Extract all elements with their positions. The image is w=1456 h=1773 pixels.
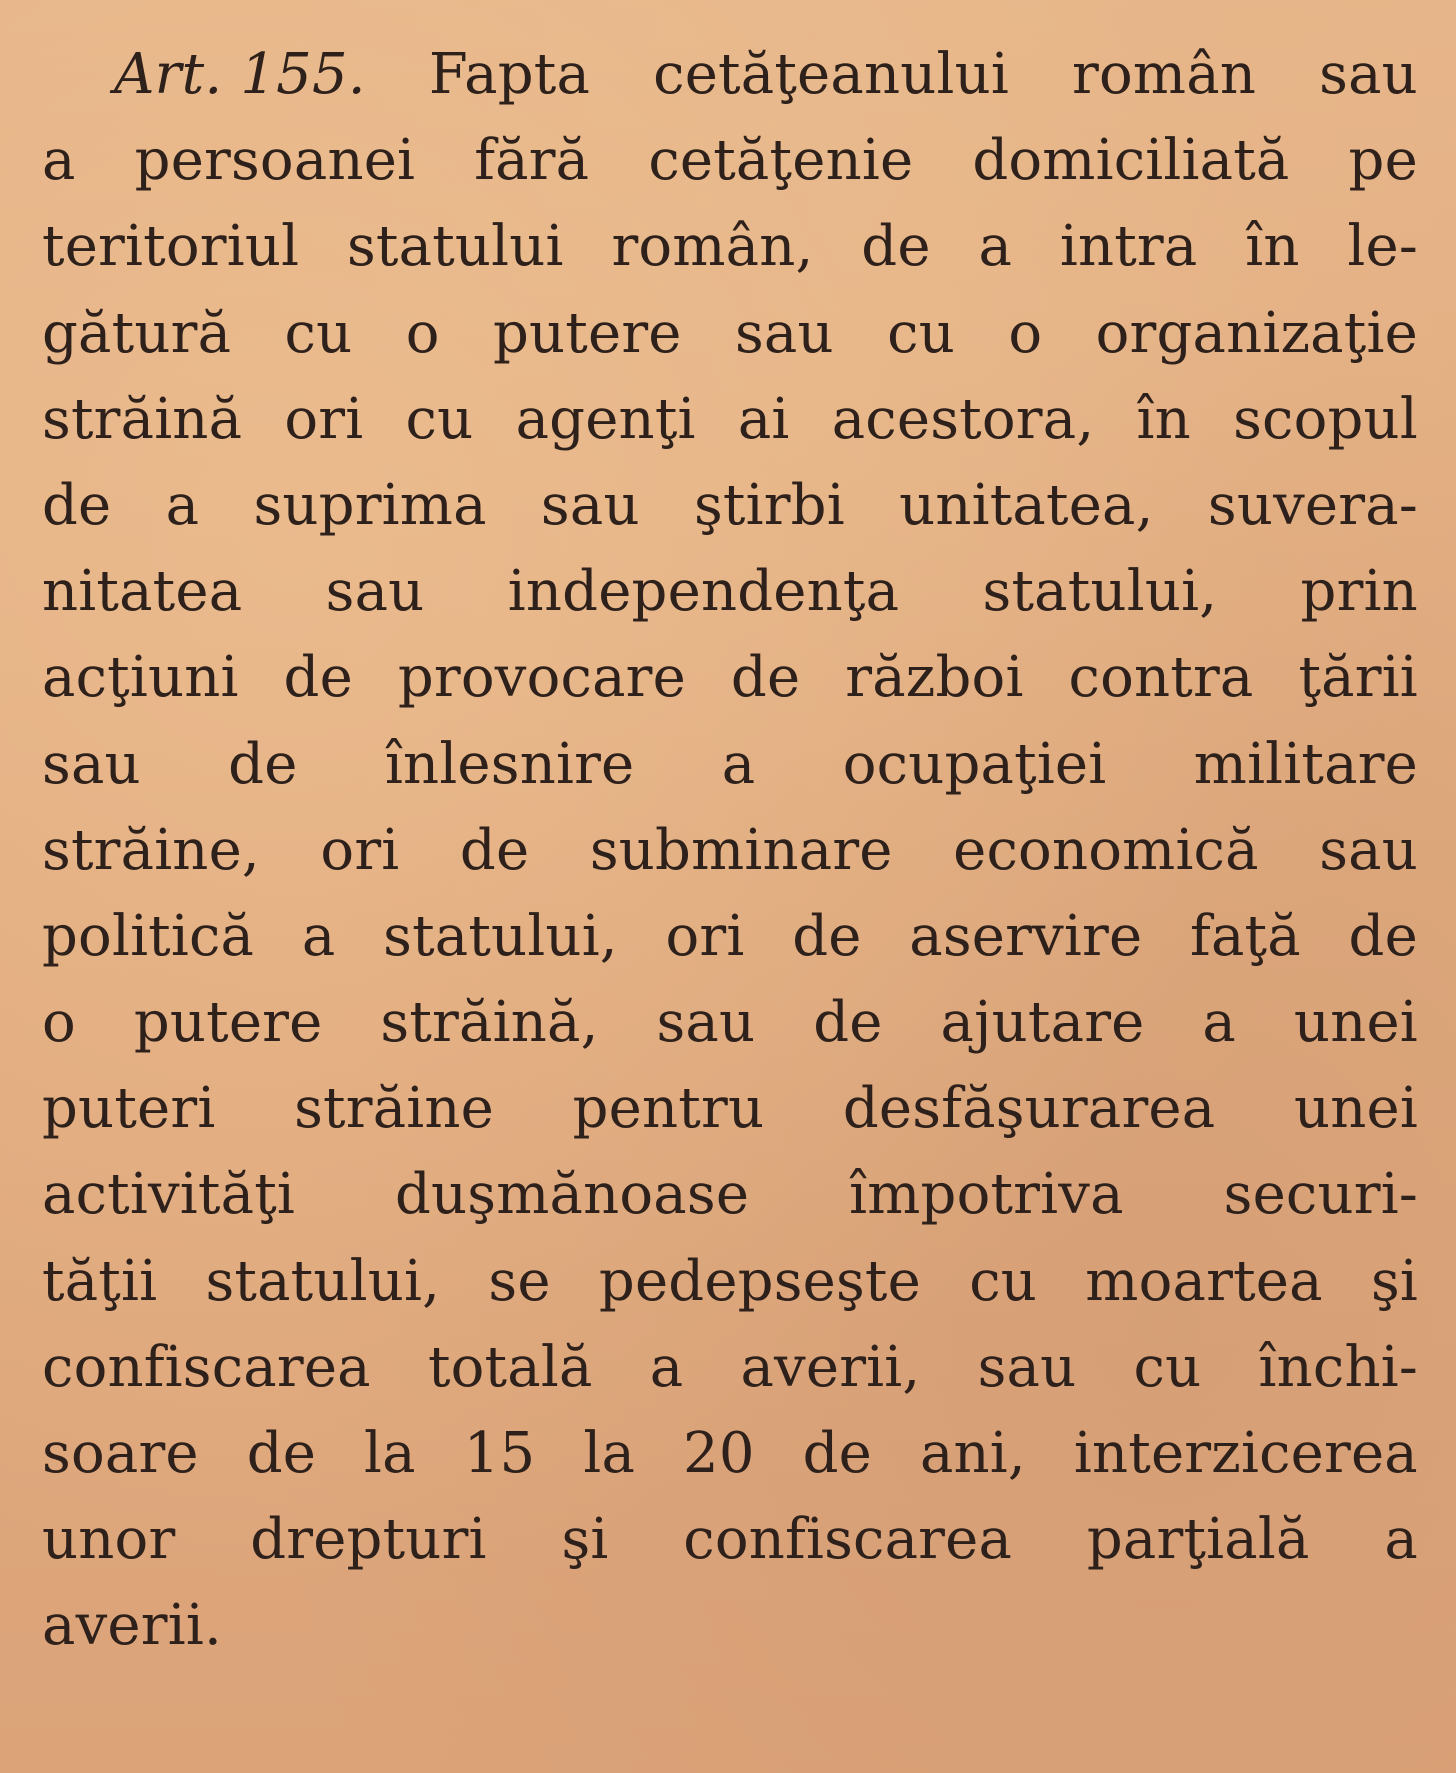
word: persoanei	[134, 128, 416, 194]
word: cu	[405, 386, 474, 452]
text-line	[42, 1325, 1418, 1411]
word: străină,	[380, 990, 599, 1056]
word: duşmănoase	[394, 1162, 750, 1228]
word: a	[649, 1334, 684, 1400]
word: înlesnire	[384, 731, 635, 797]
text-line	[42, 1497, 1418, 1583]
word: a	[1384, 1507, 1418, 1573]
word: cetăţenie	[648, 128, 914, 194]
text-line	[42, 894, 1418, 980]
word: desfăşurarea	[842, 1076, 1216, 1142]
word: ştirbi	[693, 472, 845, 538]
word: de	[813, 990, 883, 1056]
word: politică	[42, 903, 255, 969]
word: independenţa	[507, 559, 900, 625]
word: străină	[42, 386, 243, 452]
word: şi	[1370, 1248, 1418, 1314]
word: moartea	[1085, 1248, 1323, 1314]
text-line	[42, 722, 1418, 808]
word: se	[488, 1248, 551, 1314]
word: de	[730, 645, 801, 711]
word: de	[228, 731, 298, 797]
text-line	[42, 980, 1418, 1066]
word: provocare	[397, 645, 686, 711]
word: tăţii	[42, 1248, 158, 1314]
word: sau	[1319, 817, 1418, 883]
word: ani,	[919, 1421, 1026, 1486]
word: de	[459, 817, 530, 883]
word: român,	[611, 214, 814, 280]
word: teritoriul	[42, 214, 300, 280]
word: străine	[294, 1076, 494, 1142]
word: ai	[737, 386, 790, 452]
word: cu	[284, 300, 353, 366]
word: statului	[346, 214, 564, 280]
word: totală	[427, 1334, 593, 1400]
word: o	[405, 300, 440, 366]
word: unor	[42, 1507, 176, 1573]
text-line	[42, 463, 1418, 549]
word: sau	[42, 731, 141, 797]
text-line	[42, 1066, 1418, 1152]
word: militare	[1193, 731, 1418, 797]
word: sau	[540, 472, 640, 538]
text-line	[42, 1583, 1418, 1669]
word: averii,	[740, 1334, 921, 1400]
word: soare	[42, 1421, 199, 1486]
word: de	[246, 1421, 317, 1486]
word: suprima	[253, 472, 487, 538]
word: contra	[1068, 645, 1254, 711]
word: sau	[656, 990, 756, 1056]
word: le-	[1347, 214, 1418, 280]
article-text	[42, 32, 1418, 1670]
word: activităţi	[42, 1162, 296, 1228]
word: fără	[474, 128, 590, 194]
word: scopul	[1233, 386, 1418, 452]
word: sau	[734, 300, 834, 366]
text-line	[42, 808, 1418, 894]
word: faţă	[1190, 903, 1301, 969]
word: interzicerea	[1073, 1421, 1418, 1486]
word: unei	[1293, 1076, 1418, 1142]
article-number: Art. 155.	[114, 42, 366, 107]
word: economică	[953, 817, 1259, 883]
word: statului,	[383, 903, 618, 969]
word: agenţi	[515, 386, 696, 452]
word: cetăţeanului	[653, 42, 1009, 107]
word: sau	[1319, 42, 1418, 107]
word: 15	[463, 1421, 536, 1486]
word: putere	[133, 990, 323, 1056]
word: acestora,	[831, 386, 1095, 452]
word: străine,	[42, 817, 260, 883]
word: nitatea	[42, 559, 243, 625]
word: averii.	[42, 1593, 222, 1659]
text-line	[42, 1152, 1418, 1238]
word: în	[1136, 386, 1191, 452]
word: şi	[561, 1507, 609, 1573]
word: unei	[1293, 990, 1418, 1056]
word: drepturi	[250, 1507, 487, 1573]
word: a	[978, 214, 1013, 280]
word: de	[802, 1421, 872, 1486]
word: ajutare	[940, 990, 1145, 1056]
text-line	[42, 32, 1418, 118]
word: de	[1348, 903, 1418, 969]
word: unitatea,	[899, 472, 1154, 538]
text-line	[42, 549, 1418, 635]
word: ţării	[1298, 645, 1418, 711]
text-line	[42, 204, 1418, 290]
word: cu	[1133, 1334, 1202, 1400]
word: putere	[492, 300, 682, 366]
word: aservire	[909, 903, 1143, 969]
word: suvera-	[1207, 472, 1418, 538]
word: statului,	[982, 559, 1218, 625]
word: 20	[682, 1421, 755, 1486]
word: împotriva	[849, 1162, 1124, 1228]
word: a	[1202, 990, 1237, 1056]
word: subminare	[589, 817, 893, 883]
text-line	[42, 635, 1418, 721]
word: pe	[1348, 128, 1418, 194]
word: acţiuni	[42, 645, 239, 711]
word: a	[301, 903, 336, 969]
word: ocupaţiei	[842, 731, 1107, 797]
word: domiciliată	[972, 128, 1290, 194]
word: la	[364, 1421, 416, 1486]
word: o	[42, 990, 76, 1056]
word: la	[583, 1421, 636, 1486]
word: cu	[969, 1248, 1038, 1314]
word: gătură	[42, 300, 232, 366]
word: ori	[665, 903, 745, 969]
word: a	[721, 731, 756, 797]
word: organizaţie	[1095, 300, 1418, 366]
word: confiscarea	[683, 1507, 1013, 1573]
word: o	[1008, 300, 1043, 366]
word: de	[861, 214, 931, 280]
text-line	[42, 1411, 1418, 1497]
word: ori	[320, 817, 400, 883]
word: de	[792, 903, 862, 969]
word: închi-	[1258, 1334, 1418, 1400]
text-line	[42, 118, 1418, 204]
word: de	[283, 645, 353, 711]
text-line	[42, 291, 1418, 377]
word: securi-	[1223, 1162, 1418, 1228]
word: război	[845, 645, 1024, 711]
word: sau	[325, 559, 425, 625]
word: Fapta	[428, 42, 591, 107]
word: a	[42, 128, 76, 194]
word: de	[42, 472, 112, 538]
word: puteri	[42, 1076, 216, 1142]
word: statului,	[205, 1248, 441, 1314]
word: confiscarea	[42, 1334, 371, 1400]
word: parţială	[1086, 1507, 1310, 1573]
word: pedepseşte	[598, 1248, 921, 1314]
text-line	[42, 1239, 1418, 1325]
word: prin	[1300, 559, 1418, 625]
word: român	[1072, 42, 1257, 107]
word: intra	[1059, 214, 1198, 280]
word: în	[1245, 214, 1300, 280]
word: a	[165, 472, 200, 538]
word: cu	[887, 300, 955, 366]
word: ori	[284, 386, 364, 452]
word: sau	[977, 1334, 1077, 1400]
text-line	[42, 377, 1418, 463]
word: pentru	[572, 1076, 765, 1142]
